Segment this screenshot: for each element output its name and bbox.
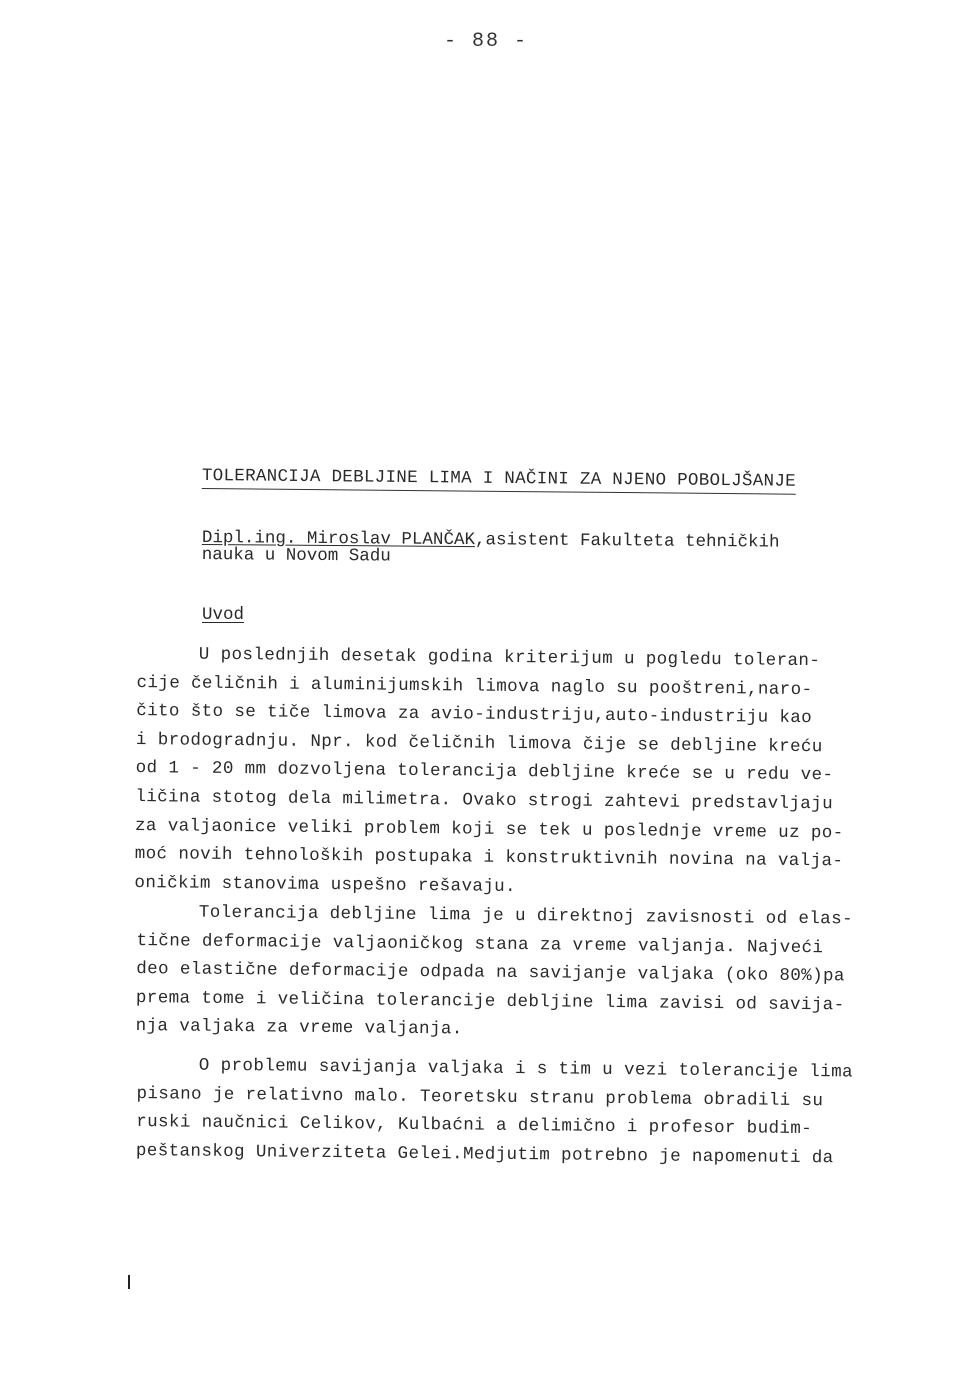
paragraph-3 [136, 1051, 853, 1173]
text-line: U poslednjih desetak godina kriterijum u pogledu toleran- [198, 644, 821, 672]
text-line: pisano je relativno malo. Teoretsku stranu problema obradili su [136, 1083, 824, 1111]
author-affiliation: ,asistent Fakulteta tehničkih [474, 530, 780, 553]
text-line: deo elastične deformacije odpada na savijanje valjaka (oko 80%)pa [136, 959, 845, 987]
text-line: oničkim stanovima uspešno rešavaju. [134, 872, 517, 897]
author-name: Dipl.ing. Miroslav PLANČAK [201, 528, 476, 551]
text-line: za valjaonice veliki problem koji se tek u poslednje vreme uz po- [134, 815, 844, 843]
paragraph-1 [134, 640, 845, 905]
text-line: tične deformacije valjaoničkog stana za vreme valjanja. Najveći [136, 930, 824, 958]
page-number: - 88 - [443, 30, 528, 53]
text-line: prema tome i veličina tolerancije debljine lima zavisi od savija- [135, 987, 845, 1016]
text-line: Tolerancija debljine lima je u direktnoj zavisnosti od elas- [198, 902, 854, 930]
author-affiliation-line2: nauka u Novom Sadu [201, 544, 391, 567]
text-line: ličina stotog dela milimetra. Ovako strogi zahtevi predstavljaju [135, 786, 834, 815]
text-line: moć novih tehnoloških postupaka i konstruktivnih novina na valja- [134, 844, 844, 872]
text-line: nja valjaka za vreme valjanja. [135, 1016, 463, 1040]
paragraph-2 [136, 898, 854, 1048]
text-line: ruski naučnici Celikov, Kulbaćni a delimično i profesor budim- [136, 1112, 813, 1140]
text-line: od 1 - 20 mm dozvoljena tolerancija debljine kreće se u redu ve- [135, 758, 834, 786]
margin-mark [128, 1275, 130, 1289]
text-line: O problemu savijanja valjaka i s tim u vezi tolerancije lima [198, 1055, 854, 1083]
text-line: i brodogradnju. Npr. kod čeličnih limova čije se debljine kreću [135, 729, 823, 757]
text-line: čito što se tiče limova za avio-industriju,auto-industriju kao [136, 701, 813, 729]
document-title: TOLERANCIJA DEBLJINE LIMA I NAČINI ZA NJENO POBOLJŠANJE [202, 466, 796, 495]
text-line: cije čeličnih i aluminijumskih limova naglo su pooštreni,naro- [136, 672, 813, 700]
author-block [202, 530, 780, 569]
text-line: peštanskog Univerziteta Gelei.Medjutim potrebno je napomenuti da [135, 1140, 834, 1169]
section-heading: Uvod [202, 605, 245, 625]
